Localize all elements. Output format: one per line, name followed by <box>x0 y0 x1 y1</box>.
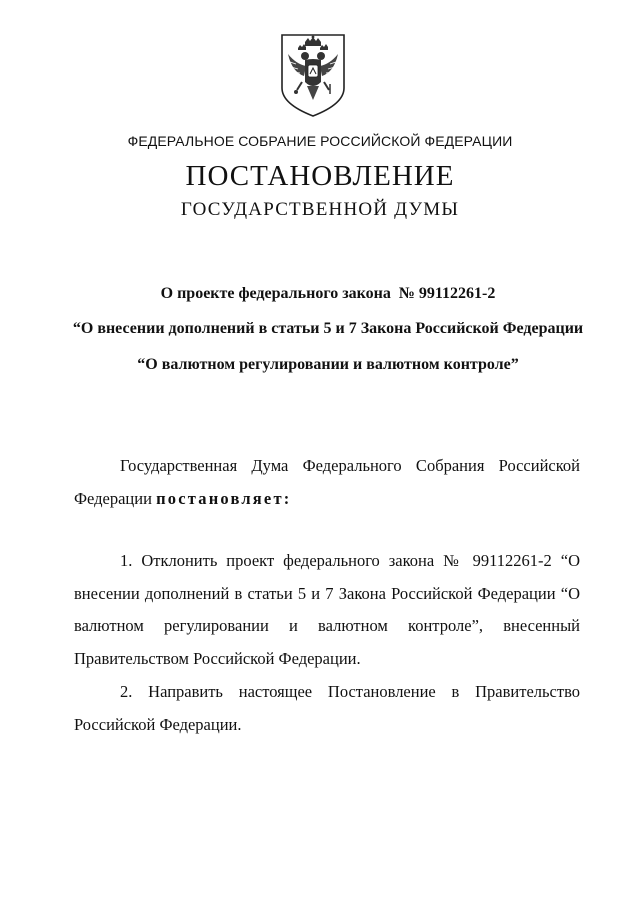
title-line-1: О проекте федерального закона № 99112261-2 <box>160 285 496 302</box>
assembly-heading: ФЕДЕРАЛЬНОЕ СОБРАНИЕ РОССИЙСКОЙ ФЕДЕРАЦИИ <box>127 133 513 149</box>
resolution-item-1: 1. Отклонить проект федерального закона № 99112261-2 “О внесении дополнений в статьи 5 и 7 Закона Российской Федерации “О валютном регулировании и валютном контроле”, внесенный Правительством Российской Федерации. <box>74 551 580 668</box>
title-line-3: “О валютном регулировании и валютном контроле” <box>137 356 519 373</box>
resolution-item-2: 2. Направить настоящее Постановление в Правительство Российской Федерации. <box>74 682 580 734</box>
issuer-heading: ГОСУДАРСТВЕННОЙ ДУМЫ <box>180 199 460 220</box>
preamble-paragraph <box>74 450 580 515</box>
title-line-2: “О внесении дополнений в статьи 5 и 7 Закона Российской Федерации <box>72 320 584 337</box>
coat-of-arms-emblem <box>278 32 348 118</box>
russian-coat-of-arms-icon <box>278 32 348 118</box>
preamble-text: Государственная Дума Федерального Собрания Российской Федерации <box>74 456 580 508</box>
document-type-heading: ПОСТАНОВЛЕНИЕ <box>185 160 455 192</box>
preamble-verb: постановляет: <box>156 488 292 508</box>
